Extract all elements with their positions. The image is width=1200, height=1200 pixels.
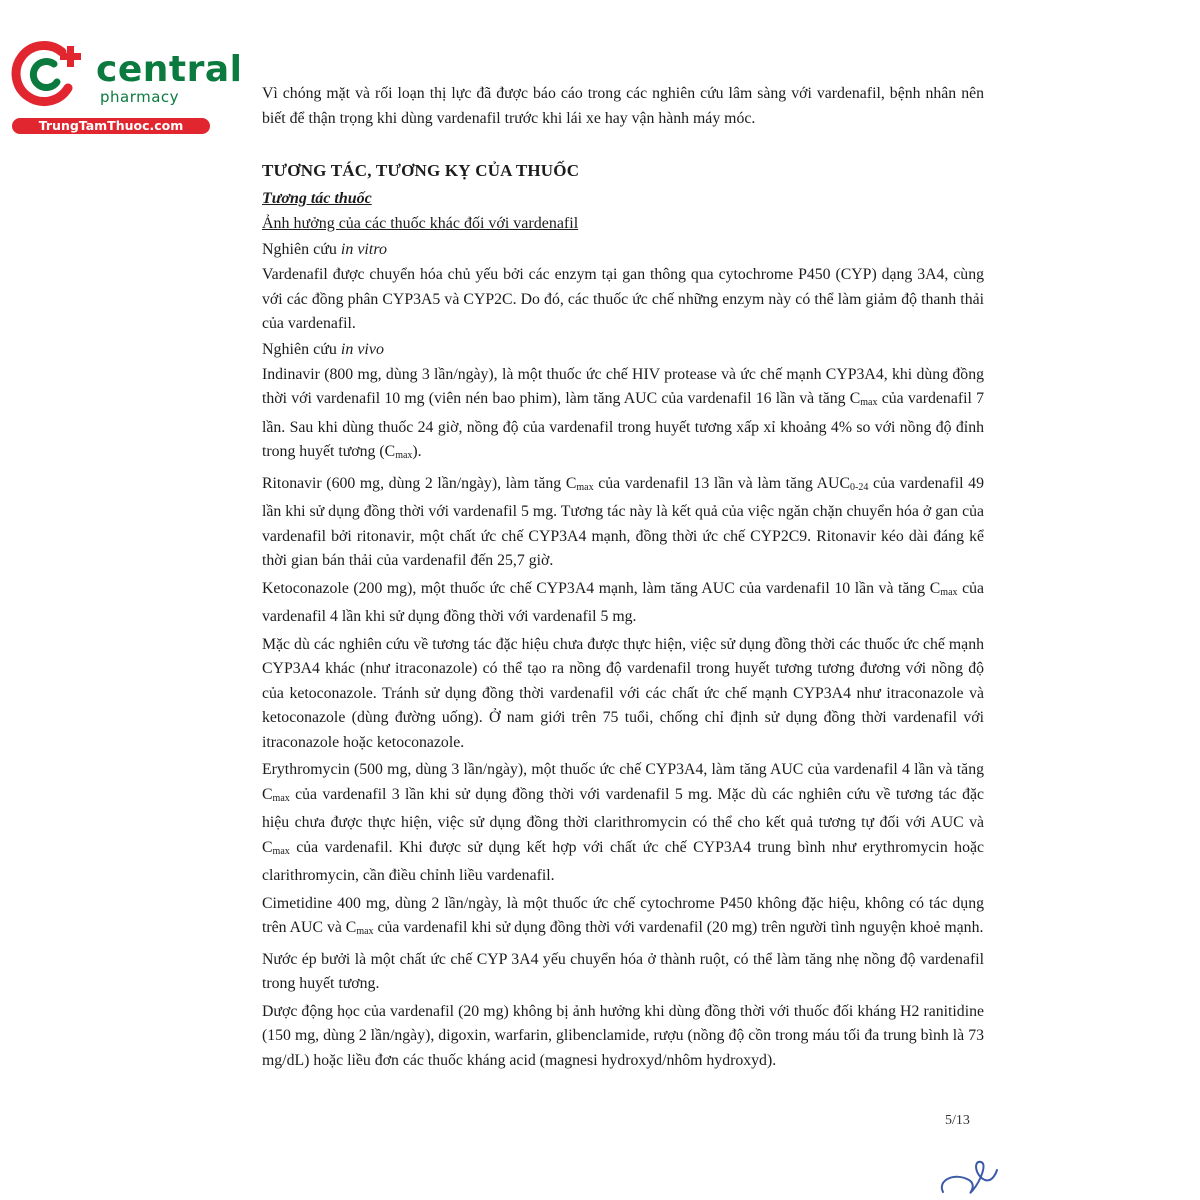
grapefruit-paragraph: Nước ép bưởi là một chất ức chế CYP 3A4 yếu chuyển hóa ở thành ruột, có thể làm tăng nhẹ nồng độ vardenafil trong huyết tương. xyxy=(262,950,984,992)
erythromycin-paragraph: Erythromycin (500 mg, dùng 3 lần/ngày), một thuốc ức chế CYP3A4, làm tăng AUC của vardenafil 4 lần và tăng $C_{max}$ của vardenafil 3 lần khi sử dụng đồng thời với vardenafil 5 mg. Mặc dù các nghiên cứu về tương tác đặc hiệu chưa được thực hiện, việc sử dụng đồng thời clarithromycin có thể cho kết quả tương tự đối với AUC và $C_{max}$ của vardenafil. Khi được sử dụng kết hợp với chất ức chế CYP3A4 trung bình như erythromycin hoặc clarithromycin, cần điều chỉnh liều vardenafil. xyxy=(262,761,984,884)
section-subsubtitle: Ảnh hưởng của các thuốc khác đối với vardenafil xyxy=(262,215,579,232)
pharmacokinetics-paragraph: Dược động học của vardenafil (20 mg) không bị ảnh hưởng khi dùng đồng thời với thuốc đối kháng H2 ranitidine (150 mg, dùng 2 lần/ngày), digoxin, warfarin, glibenclamide, rượu (nồng độ cồn trong máu tối đa trung bình là 73 mg/dL) hoặc liều đơn các thuốc kháng acid (magnesi hydroxyd/nhôm hydroxyd). xyxy=(262,1002,984,1069)
document-body xyxy=(262,82,984,1073)
intro-paragraph: Vì chóng mặt và rối loạn thị lực đã được báo cáo trong các nghiên cứu lâm sàng với vardenafil, bệnh nhân nên biết để thận trọng khi dùng vardenafil trước khi lái xe hay vận hành máy móc. xyxy=(262,85,984,127)
section-subtitle: Tương tác thuốc xyxy=(262,190,372,207)
invitro-paragraph: Vardenafil được chuyển hóa chủ yếu bởi các enzym tại gan thông qua cytochrome P450 (CYP) dạng 3A4, cùng với các đồng phân CYP3A5 và CYP2C. Do đó, các thuốc ức chế những enzym này có thể làm giảm độ thanh thải của vardenafil. xyxy=(262,266,984,332)
brand-logo xyxy=(10,38,243,138)
brand-subtitle: pharmacy xyxy=(100,88,180,106)
itraconazole-paragraph: Mặc dù các nghiên cứu về tương tác đặc hiệu chưa được thực hiện, việc sử dụng đồng thời các thuốc ức chế mạnh CYP3A4 khác (như itraconazole) có thể tạo ra nồng độ vardenafil trong huyết tương tương đương với nồng độ của ketoconazole. Tránh sử dụng đồng thời vardenafil với các chất ức chế mạnh CYP3A4 như itraconazole và ketoconazole (dùng đường uống). Ở nam giới trên 75 tuổi, chống chỉ định sử dụng đồng thời vardenafil với itraconazole hoặc ketoconazole. xyxy=(262,635,984,751)
indinavir-paragraph: Indinavir (800 mg, dùng 3 lần/ngày), là một thuốc ức chế HIV protease và ức chế mạnh CYP3A4, khi dùng đồng thời với vardenafil 10 mg (viên nén bao phim), làm tăng AUC của vardenafil 16 lần và tăng $C_{max}$ của vardenafil 7 lần. Sau khi dùng thuốc 24 giờ, nồng độ của vardenafil trong huyết tương xấp xỉ khoảng 4% so với nồng độ đỉnh trong huyết tương $(C_{max})$. xyxy=(262,365,984,461)
ketoconazole-paragraph: Ketoconazole (200 mg), một thuốc ức chế CYP3A4 mạnh, làm tăng AUC của vardenafil 10 lần và tăng $C_{max}$ của vardenafil 4 lần khi sử dụng đồng thời với vardenafil 5 mg. xyxy=(262,579,984,625)
brand-name: central xyxy=(96,49,243,90)
cimetidine-paragraph: Cimetidine 400 mg, dùng 2 lần/ngày, là một thuốc ức chế cytochrome P450 không đặc hiệu, không có tác dụng trên AUC và $C_{max}$ của vardenafil khi sử dụng đồng thời với vardenafil (20 mg) trên người tình nguyện khoẻ mạnh. xyxy=(262,894,984,937)
invitro-label: Nghiên cứu in vitro xyxy=(262,241,387,258)
section-title: TƯƠNG TÁC, TƯƠNG KỴ CỦA THUỐC xyxy=(262,161,580,180)
signature-icon xyxy=(935,1150,1005,1200)
invivo-label: Nghiên cứu in vivo xyxy=(262,340,384,358)
ritonavir-paragraph: Ritonavir (600 mg, dùng 2 lần/ngày), làm tăng $C_{max}$ của vardenafil 13 lần và làm tăng $AUC_{0-24}$ của vardenafil 49 lần khi sử dụng đồng thời với vardenafil 5 mg. Tương tác này là kết quả của việc ngăn chặn chuyển hóa ở gan của vardenafil bởi ritonavir, một chất ức chế CYP3A4 mạnh, đồng thời ức chế CYP2C9. Ritonavir kéo dài đáng kể thời gian bán thải của vardenafil đến 25,7 giờ. xyxy=(262,474,984,569)
page-number: 5/13 xyxy=(945,1113,970,1128)
brand-website: TrungTamThuoc.com xyxy=(12,118,210,134)
logo-c-cross-icon xyxy=(10,38,92,110)
